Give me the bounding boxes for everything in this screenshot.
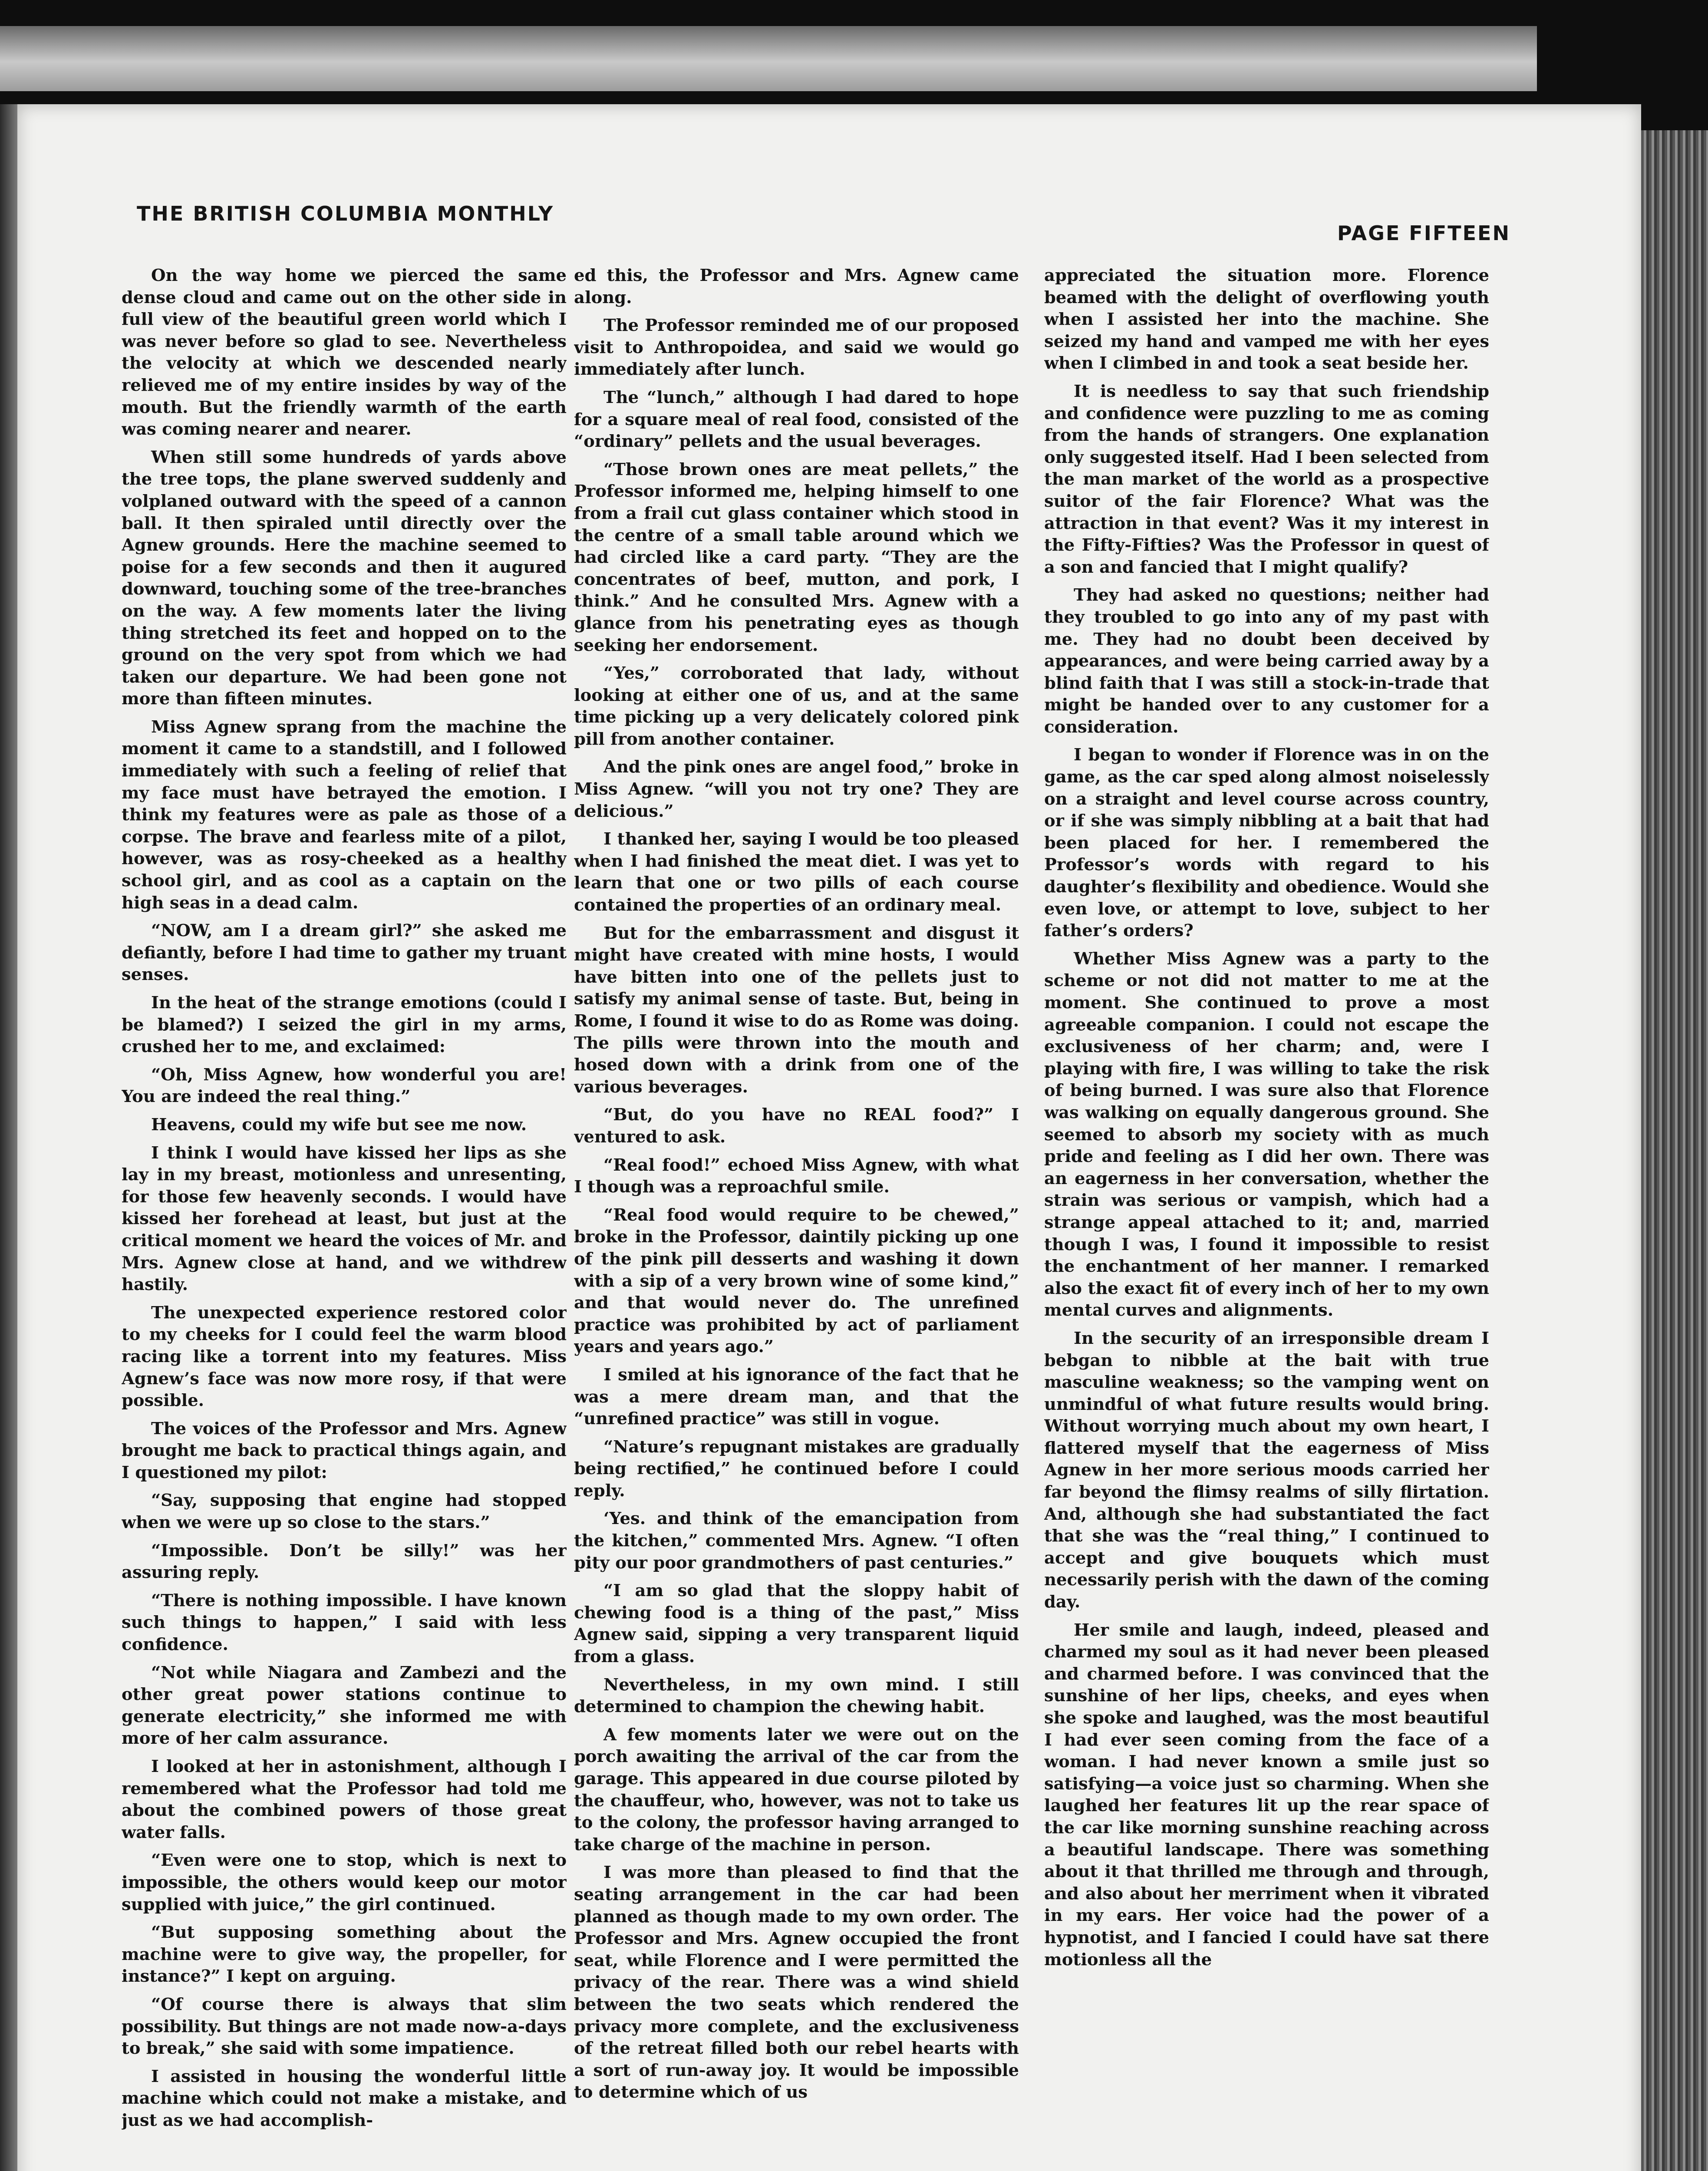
- paragraph: Her smile and laugh, indeed, pleased and charmed my soul as it had never been pleased and charmed before. I was convinced that the sunshine of her lips, cheeks, and eyes when she spoke and laughed, was the most beautiful I had ever seen coming from the face of a woman. I had never known a smile just so satisfying—a voice just so charming. When she laughed her features lit up the rear space of the car like morning sunshine reaching across a beautiful landscape. There was something about it that thrilled me through and through, and also about her merriment when it vibrated in my ears. Her voice had the power of a hypnotist, and I fancied I could have sat there motionless all the: [1044, 1620, 1489, 1970]
- paragraph: “Even were one to stop, which is next to impossible, the others would keep our motor supplied with juice,” the girl continued.: [122, 1851, 567, 1914]
- paragraph: When still some hundreds of yards above the tree tops, the plane swerved suddenly and volplaned outward with the speed of a cannon ball. It then spiraled until directly over the Agnew grounds. Here the machine seemed to poise for a few seconds and then it augured downward, touching some of the tree-branches on the way. A few moments later the living thing stretched its feet and hopped on to the ground on the very spot from which we had taken our departure. We had been gone not more than fifteen minutes.: [122, 447, 567, 709]
- paragraph: “Real food would require to be chewed,” broke in the Professor, daintily picking up one of the pink pill desserts and washing it down with a sip of a very brown wine of some kind,” and that would never do. The unrefined practice was prohibited by act of parliament years and years ago.”: [574, 1205, 1019, 1357]
- paragraph: I was more than pleased to find that the seating arrangement in the car had been planned as though made to my own order. The Professor and Mrs. Agnew occupied the front seat, while Florence and I were permitted the privacy of the rear. There was a wind shield between the two seats which rendered the privacy more complete, and the exclusiveness of the retreat filled both our rebel hearts with a sort of run-away joy. It would be impossible to determine which of us: [574, 1863, 1019, 2102]
- paragraph: I smiled at his ignorance of the fact that he was a mere dream man, and that the “unrefined practice” was still in vogue.: [574, 1365, 1019, 1429]
- paragraph: In the security of an irresponsible dream I bebgan to nibble at the bait with true masculine weakness; so the vamping went on unmindful of what future results would bring. Without worrying much about my own heart, I flattered myself that the eagerness of Miss Agnew in her more serious moods carried her far beyond the flimsy realms of silly flirtation. And, although she had substantiated the fact that she was the “real thing,” I continued to accept and give bouquets which must necessarily perish with the dawn of the coming day.: [1044, 1328, 1489, 1612]
- paragraph: Heavens, could my wife but see me now.: [151, 1115, 527, 1135]
- paragraph: I think I would have kissed her lips as she lay in my breast, motionless and unresenting, for those few heavenly seconds. I would have kissed her forehead at least, but just at the critical moment we heard the voices of Mr. and Mrs. Agnew close at hand, and we withdrew hastily.: [122, 1143, 567, 1295]
- paragraph: “NOW, am I a dream girl?” she asked me defiantly, before I had time to gather my truant senses.: [122, 921, 567, 985]
- scanner-top-strip: [0, 26, 1537, 91]
- paragraph: It is needless to say that such friendship and confidence were puzzling to me as coming from the hands of strangers. One explanation only suggested itself. Had I been selected from the man market of the world as a prospective suitor of the fair Florence? What was the attraction in that event? Was it my interest in the Fifty-Fifties? Was the Professor in quest of a son and fancied that I might qualify?: [1044, 381, 1489, 577]
- page-number-label: PAGE FIFTEEN: [1337, 221, 1510, 245]
- paragraph: “There is nothing impossible. I have known such things to happen,” I said with less confidence.: [122, 1590, 567, 1655]
- paragraph: In the heat of the strange emotions (could I be blamed?) I seized the girl in my arms, crushed her to me, and exclaimed:: [122, 993, 567, 1057]
- paragraph: “Yes,” corroborated that lady, without looking at either one of us, and at the same time picking up a very delicately colored pink pill from another container.: [574, 663, 1019, 749]
- book-page-edges: [1641, 130, 1708, 2171]
- paragraph: A few moments later we were out on the porch awaiting the arrival of the car from the garage. This appeared in due course piloted by the chauffeur, who, however, was not to take us to the colony, the professor having arranged to take charge of the machine in person.: [574, 1725, 1019, 1854]
- page-left-edge: [0, 104, 17, 2171]
- paragraph: But for the embarrassment and disgust it might have created with mine hosts, I would have bitten into one of the pellets just to satisfy my animal sense of taste. But, being in Rome, I found it wise to do as Rome was doing. The pills were thrown into the mouth and hosed down with a drink from one of the various beverages.: [574, 923, 1019, 1097]
- paragraph: I looked at her in astonishment, although I remembered what the Professor had told me about the combined powers of those great water falls.: [122, 1757, 567, 1842]
- paragraph: “Say, supposing that engine had stopped when we were up so close to the stars.”: [122, 1491, 567, 1533]
- paragraph: The voices of the Professor and Mrs. Agnew brought me back to practical things again, and I questioned my pilot:: [122, 1419, 567, 1482]
- paragraph: “But supposing something about the machine were to give way, the propeller, for instance?” I kept on arguing.: [122, 1923, 567, 1986]
- paragraph: “But, do you have no REAL food?” I ventured to ask.: [574, 1105, 1019, 1147]
- paragraph: I thanked her, saying I would be too pleased when I had finished the meat diet. I was yet to learn that one or two pills of each course contained the properties of an ordinary meal.: [574, 829, 1019, 915]
- paragraph: The unexpected experience restored color to my cheeks for I could feel the warm blood racing like a torrent into my features. Miss Agnew’s face was now more rosy, if that were possible.: [122, 1303, 567, 1411]
- paragraph: They had asked no questions; neither had they troubled to go into any of my past with me. They had no doubt been deceived by appearances, and were being carried away by a blind faith that I was still a stock-in-trade that might be handed over to any customer for a consideration.: [1044, 585, 1489, 737]
- text-column-2: [574, 265, 1019, 2171]
- text-column-1: [122, 265, 567, 2171]
- text-column-3: [1044, 265, 1489, 2171]
- paragraph: “Those brown ones are meat pellets,” the Professor informed me, helping himself to one from a frail cut glass container which stood in the centre of a small table around which we had circled like a card party. “They are the concentrates of beef, mutton, and pork, I think.” And he consulted Mrs. Agnew with a glance from his penetrating eyes as though seeking her endorsement.: [574, 459, 1019, 655]
- paragraph: ‘Yes. and think of the emancipation from the kitchen,” commented Mrs. Agnew. “I often pity our poor grandmothers of past centuries.”: [574, 1509, 1019, 1573]
- paragraph: I assisted in housing the wonderful little machine which could not make a mistake, and just as we had accomplish-: [122, 2066, 567, 2130]
- paragraph: “Nature’s repugnant mistakes are gradually being rectified,” he continued before I could reply.: [574, 1437, 1019, 1501]
- paragraph: “Impossible. Don’t be silly!” was her assuring reply.: [122, 1541, 567, 1583]
- paragraph: “Oh, Miss Agnew, how wonderful you are! You are indeed the real thing.”: [122, 1065, 567, 1107]
- paragraph: Nevertheless, in my own mind. I still determined to champion the chewing habit.: [574, 1675, 1019, 1717]
- paragraph: And the pink ones are angel food,” broke in Miss Agnew. “will you not try one? They are delicious.”: [574, 757, 1019, 821]
- paragraph: Miss Agnew sprang from the machine the moment it came to a standstill, and I followed immediately with such a feeling of relief that my face must have betrayed the emotion. I think my features were as pale as those of a corpse. The brave and fearless mite of a pilot, however, was as rosy-cheeked as a healthy school girl, and as cool as a captain on the high seas in a dead calm.: [122, 717, 567, 913]
- paragraph: “Of course there is always that slim possibility. But things are not made now-a-days to break,” she said with some impatience.: [122, 1994, 567, 2059]
- paragraph: I began to wonder if Florence was in on the game, as the car sped along almost noiselessly on a straight and level course across country, or if she was simply nibbling at a bait that had been placed for her. I remembered the Professor’s words with regard to his daughter’s flexibility and obedience. Would she even love, or attempt to love, subject to her father’s orders?: [1044, 745, 1489, 941]
- publication-title: THE BRITISH COLUMBIA MONTHLY: [137, 202, 554, 225]
- paragraph: Whether Miss Agnew was a party to the scheme or not did not matter to me at the moment. She continued to prove a most agreeable companion. I could not escape the exclusiveness of her charm; and, were I playing with fire, I was willing to take the risk of being burned. I was sure also that Florence was walking on equally dangerous ground. She seemed to absorb my society with as much pride and feeling as I did her own. There was an eagerness in her conversation, whether the strain was serious or vampish, which had a strange appeal attached to it; and, married though I was, I found it impossible to resist the enchantment of her manner. I remarked also the exact fit of every inch of her to my own mental curves and alignments.: [1044, 949, 1489, 1320]
- paragraph: ed this, the Professor and Mrs. Agnew came along.: [574, 266, 1019, 307]
- paragraph: The “lunch,” although I had dared to hope for a square meal of real food, consisted of the “ordinary” pellets and the usual beverages.: [574, 387, 1019, 452]
- paragraph: “I am so glad that the sloppy habit of chewing food is a thing of the past,” Miss Agnew said, sipping a very transparent liquid from a glass.: [574, 1581, 1019, 1667]
- paragraph: On the way home we pierced the same dense cloud and came out on the other side in full view of the beautiful green world which I was never before so glad to see. Nevertheless the velocity at which we descended nearly relieved me of my entire insides by way of the mouth. But the friendly warmth of the earth was coming nearer and nearer.: [122, 266, 567, 439]
- paragraph: appreciated the situation more. Florence beamed with the delight of overflowing youth when I assisted her into the machine. She seized my hand and vamped me with her eyes when I climbed in and took a seat beside her.: [1044, 266, 1489, 373]
- paragraph: “Real food!” echoed Miss Agnew, with what I though was a reproachful smile.: [574, 1155, 1019, 1197]
- paragraph: The Professor reminded me of our proposed visit to Anthropoidea, and said we would go immediately after lunch.: [574, 316, 1019, 379]
- paragraph: “Not while Niagara and Zambezi and the other great power stations continue to generate electricity,” she informed me with more of her calm assurance.: [122, 1663, 567, 1749]
